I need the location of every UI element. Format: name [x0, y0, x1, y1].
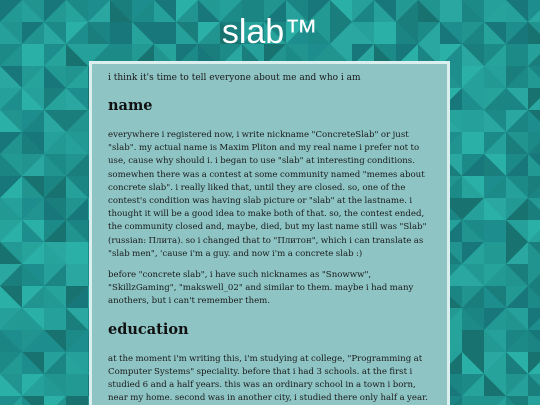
site-title: slab™: [221, 13, 319, 51]
background-triangle: [528, 396, 540, 405]
name-paragraph-2: before "concrete slab", i have such nicknames as "Snowww", "SkillzGaming", "makswell_02" and similar to them. maybe i had many anothers, but i can't remember them.: [108, 270, 414, 307]
section-heading-name: name: [108, 97, 153, 114]
section-heading-education: education: [108, 320, 189, 338]
education-paragraph-1: at the moment i'm writing this, i'm studying at college, "Programming at Computer Systems" speciality. before that i had 3 schools. at the first i studied 6 and a half years. this was an ordinary school in a town i born, near my home. second was in another city, i studied there only half a year.: [108, 353, 428, 404]
post-content-card: [89, 61, 450, 405]
name-paragraph-1: everywhere i registered now, i write nickname "ConcreteSlab" or just "slab". my actual name is Maxim Pliton and my real name i prefer not to use, cause why should i. i began to use "slab" at interesting conditions. somewhen there was a contest at some community named "memes about concrete slab". i really liked that, until they are closed. so, one of the contest's condition was having slab picture or "slab" at the lastname. i thought it will be a good idea to make both of that. so, the contest ended, the community closed and, maybe, died, but my last name still was "Slab" (russian: Плита). so i changed that to "Плитон", which i can translate as "slab men", 'cause i'm a guy. and now i'm a concrete slab :): [108, 130, 427, 259]
post-intro: i think it's time to tell everyone about me and who i am: [108, 73, 361, 83]
